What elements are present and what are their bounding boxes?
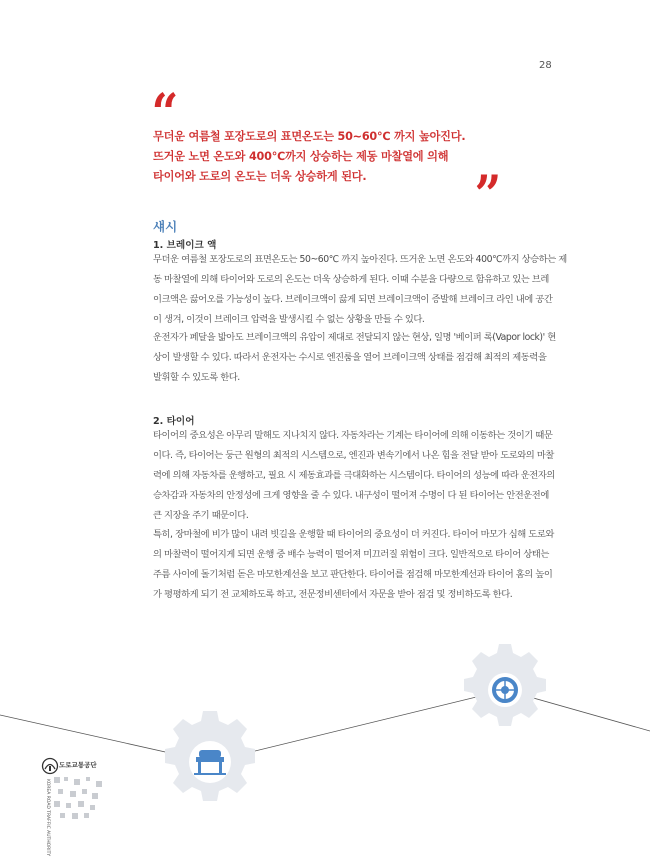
page-number: 28 [539, 60, 552, 71]
paragraph-line: 큰 지장을 주기 때문이다. [153, 510, 249, 521]
paragraph-line: 승차감과 자동차의 안정성에 크게 영향을 줄 수 있다. 내구성이 떨어져 수명이 다 된 타이어는 안전운전에 [153, 490, 549, 501]
quote-line: 뜨거운 노면 온도와 400℃까지 상승하는 제동 마찰열에 의해 [153, 150, 449, 163]
paragraph-line: 운전자가 페달을 밟아도 브레이크액의 유압이 제대로 전달되지 않는 현상, 일명 '베이퍼 록(Vapor lock)' 현 [153, 332, 556, 343]
paragraph-line: 이크액은 끓어오를 가능성이 높다. 브레이크액이 끓게 되면 브레이크액이 증발해 브레이크 라인 내에 공간 [153, 294, 553, 305]
paragraph-line: 이다. 즉, 타이어는 둥근 원형의 최적의 시스템으로, 엔진과 변속기에서 나온 힘을 전달 받아 도로와의 마찰 [153, 450, 554, 461]
quote-line: 무더운 여름철 포장도로의 표면온도는 50~60℃ 까지 높아진다. [153, 130, 466, 143]
paragraph-line: 이 생겨, 이것이 브레이크 압력을 발생시킬 수 없는 상황을 만들 수 있다. [153, 314, 425, 325]
paragraph-line: 의 마찰력이 떨어지게 되면 운행 중 배수 능력이 떨어져 미끄러질 위험이 크다. 일반적으로 타이어 상태는 [153, 549, 549, 560]
logo-pattern-icon [52, 775, 112, 821]
organization-logo [40, 757, 120, 857]
quote-line: 타이어와 도로의 온도는 더욱 상승하게 된다. [153, 170, 367, 183]
gear-wheel-icon [464, 644, 546, 726]
paragraph-line: 력에 의해 자동차를 운행하고, 필요 시 제동효과를 극대화하는 시스템이다. 타이어의 성능에 따라 운전자의 [153, 470, 555, 481]
paragraph-line: 타이어의 중요성은 아무리 말해도 지나치지 않다. 자동차라는 기계는 타이어에 의해 이동하는 것이기 때문 [153, 430, 553, 441]
paragraph-line: 상이 발생할 수 있다. 따라서 운전자는 수시로 엔진룸을 열어 브레이크액 상태를 점검해 최적의 제동력을 [153, 352, 547, 363]
tire-heading: 2. 타이어 [153, 416, 195, 427]
paragraph-line: 발휘할 수 있도록 한다. [153, 372, 240, 383]
paragraph-line: 주름 사이에 돌기처럼 돋은 마모한계선을 보고 판단한다. 타이어를 점검해 마모한계선과 타이어 홈의 높이 [153, 569, 553, 580]
paragraph-line: 가 평평하게 되기 전 교체하도록 하고, 전문정비센터에서 자문을 받아 점검 및 정비하도록 한다. [153, 589, 513, 600]
section-title: 섀시 [153, 219, 178, 234]
paragraph-line: 특히, 장마철에 비가 많이 내려 빗길을 운행할 때 타이어의 중요성이 더 커진다. 타이어 마모가 심해 도로와 [153, 529, 554, 540]
logo-emblem-icon [41, 757, 59, 775]
close-quote-icon: ” [474, 165, 502, 226]
logo-name: 도로교통공단 [59, 761, 97, 769]
gear-lift-car-icon [165, 711, 255, 801]
logo-vertical-text: KOREA ROAD TRAFFIC AUTHORITY [45, 779, 50, 857]
paragraph-line: 무더운 여름철 포장도로의 표면온도는 50~60℃ 까지 높아진다. 뜨거운 노면 온도와 400℃까지 상승하는 제 [153, 254, 567, 265]
open-quote-icon: “ [151, 83, 179, 144]
brake-fluid-heading: 1. 브레이크 액 [153, 240, 217, 251]
paragraph-line: 동 마찰열에 의해 타이어와 도로의 온도는 더욱 상승하게 된다. 이때 수분을 다량으로 함유하고 있는 브레 [153, 274, 549, 285]
